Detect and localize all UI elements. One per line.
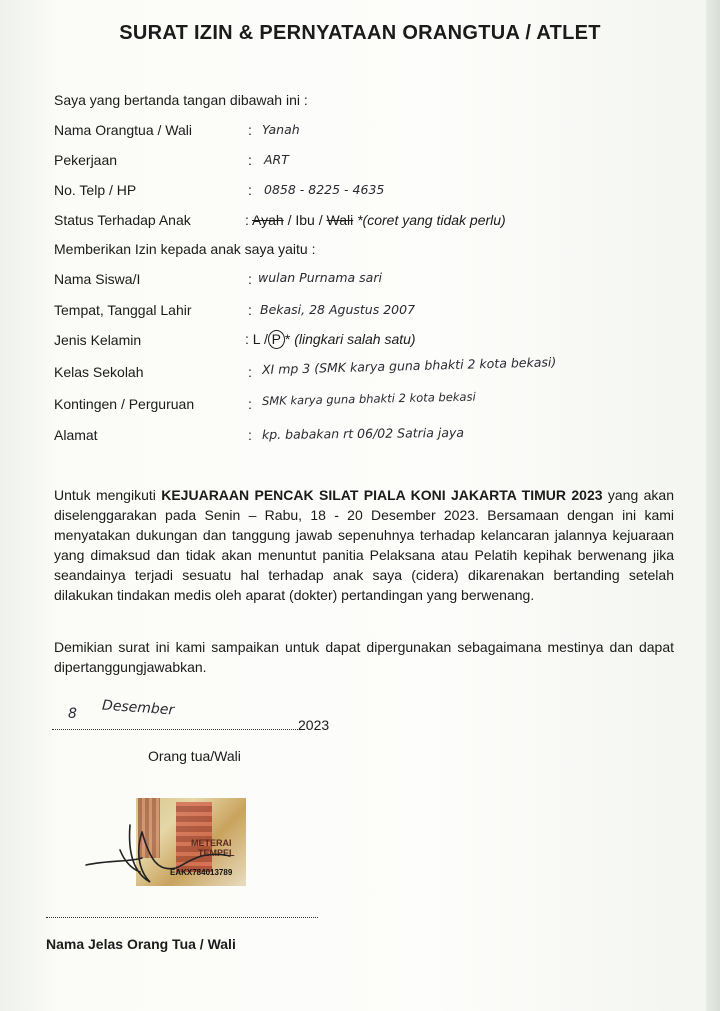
permission-line: Memberikan Izin kepada anak saya yaitu :	[54, 241, 316, 257]
colon: :	[248, 182, 252, 198]
signer-role: Orang tua/Wali	[148, 748, 241, 764]
colon: :	[248, 152, 252, 168]
status-ayah: Ayah	[252, 212, 284, 228]
date-month: Desember	[101, 697, 175, 719]
name-dotted-line	[46, 917, 318, 918]
gender-options: : L / P * (lingkari salah satu)	[245, 331, 416, 347]
colon: :	[248, 302, 252, 318]
job-value: ART	[264, 152, 289, 167]
address-label: Alamat	[54, 427, 98, 443]
colon: :	[248, 271, 252, 287]
body-paragraph-1: Untuk mengikuti KEJUARAAN PENCAK SILAT PIALA KONI JAKARTA TIMUR 2023 yang akan diselenggarakan pada Senin – Rabu, 18 - 20 Desember 2023. Bersamaan dengan ini kami menyatakan dukungan dan tanggung jawab sepenuhnya terhadap kelancaran jalannya kejuaraan yang dimaksud dan tidak akan menuntut panitia Pelaksana atau Pelatih kepihak berwenang jika seandainya terjadi sesuatu hal terhadap anak saya (cidera) dikarenakan bertanding setelah dilakukan tindakan medis oleh aparat (dokter) pertandingan yang berwenang.	[54, 487, 674, 603]
colon: :	[248, 427, 252, 443]
status-wali: Wali	[326, 212, 354, 228]
stamp-text: METERAI	[191, 838, 232, 848]
gender-note: (lingkari salah satu)	[294, 331, 416, 347]
date-year: 2023	[298, 717, 330, 733]
parent-name-value: Yanah	[262, 122, 300, 137]
intro-text: Saya yang bertanda tangan dibawah ini :	[54, 92, 308, 108]
status-label: Status Terhadap Anak	[54, 212, 191, 228]
class-value: XI mp 3 (SMK karya guna bhakti 2 kota bekasi)	[261, 354, 557, 377]
stamp-serial: EAKX784013789	[170, 868, 233, 877]
birth-label: Tempat, Tanggal Lahir	[54, 302, 192, 318]
class-label: Kelas Sekolah	[54, 364, 144, 380]
body-paragraph-2: Demikian surat ini kami sampaikan untuk dapat dipergunakan sebagaimana mestinya dan dapat dipertanggungjawabkan.	[54, 639, 674, 675]
date-day: 8	[68, 706, 77, 722]
student-name-value: wulan Purnama sari	[258, 270, 382, 285]
gender-p-circled: P	[268, 330, 285, 349]
gender-l: L	[252, 331, 261, 347]
letter-title: SURAT IZIN & PERNYATAAN ORANGTUA / ATLET	[119, 22, 601, 44]
signature-scribble	[80, 810, 260, 900]
phone-label: No. Telp / HP	[54, 182, 137, 198]
gender-label: Jenis Kelamin	[54, 332, 142, 348]
status-note: *(coret yang tidak perlu)	[357, 212, 506, 228]
colon: :	[248, 396, 252, 412]
job-label: Pekerjaan	[54, 152, 118, 168]
event-name: KEJUARAAN PENCAK SILAT PIALA KONI JAKARTA TIMUR 2023	[161, 487, 603, 503]
parent-name-label: Nama Orangtua / Wali	[54, 122, 192, 138]
status-options: : Ayah / Ibu / Wali *(coret yang tidak perlu)	[245, 212, 506, 228]
colon: :	[248, 122, 252, 138]
contingent-value: SMK karya guna bhakti 2 kota bekasi	[261, 389, 476, 408]
name-caption: Nama Jelas Orang Tua / Wali	[46, 936, 236, 952]
paper-edge	[706, 0, 720, 1011]
date-dotted-line	[52, 729, 298, 730]
stamp-text: TEMPEL	[198, 848, 235, 858]
phone-value: 0858 - 8225 - 4635	[264, 182, 385, 197]
colon: :	[248, 364, 252, 380]
contingent-label: Kontingen / Perguruan	[54, 396, 195, 412]
address-value: kp. babakan rt 06/02 Satria jaya	[261, 424, 465, 442]
status-ibu: Ibu	[295, 212, 315, 228]
birth-value: Bekasi, 28 Agustus 2007	[260, 302, 416, 317]
student-name-label: Nama Siswa/I	[54, 271, 141, 287]
